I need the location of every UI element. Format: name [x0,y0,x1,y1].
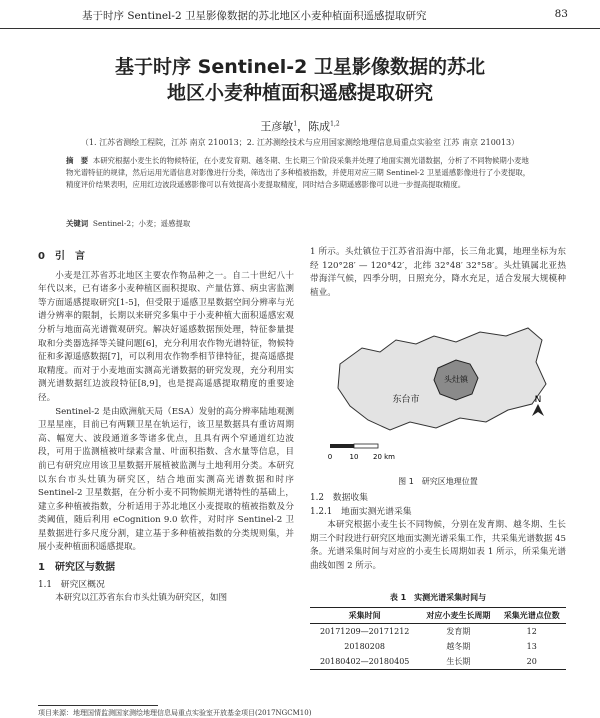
table-cell: 生长期 [446,657,471,666]
table-cell: 20180208 [344,642,386,651]
author-name-1: 王彦敏 [260,120,294,133]
scale-label-20: 20 km [372,453,396,461]
affiliation: （1. 江苏省测绘工程院，江苏 南京 210013；2. 江苏测绘技术与应用国家测绘地理信息局重点实验室 江苏 南京 210013） [80,138,520,147]
table-cell: 20180402—20180405 [319,657,410,666]
right-column-bottom [310,492,566,574]
table-row [310,624,566,640]
scale-label-10: 10 [349,453,359,461]
left-column [38,246,294,606]
intro-paragraph-2: Sentinel-2 是由欧洲航天局（ESA）发射的高分辨率陆地观测卫星星座，目前已有两颗卫星在轨运行，该卫星数据具有重访周期高、幅宽大、波段通道多等诸多优点，且具有两个窄通道红边波段，可用于监测植被叶绿素含量、叶面积指数、含水量等信息，目前已有研究应用该卫星数据开展植被监测与土地利用分类。本研究以东台市头灶镇为研究区，结合地面实测高光谱数据和时序 Sentinel-2 卫星数据，在分析小麦不同物候期光谱特性的基础上，建立多种植被指数，分析适用于苏北地区小麦提取的植被指数及分类阈值，随后利用 eCognition 9.0 软件，对时序 Sentinel-2 卫星数据进行多尺度分割，建立基于多种植被指数的分类规则集，并展小麦种植面积遥感提取。 [38,406,294,553]
running-title: 基于时序 Sentinel-2 卫星影像数据的苏北地区小麦种植面积遥感提取研究 [82,10,427,22]
page-number: 83 [554,8,568,20]
author-sup-2: 1,2 [330,120,340,128]
table-cell: 越冬期 [446,642,471,651]
north-label: N [534,395,542,405]
table-header-cell: 采集时间 [348,610,381,620]
spectral-collection-paragraph: 本研究根据小麦生长不同物候，分别在发育期、越冬期、生长期三个时段进行研究区地面实测光谱采集工作，共采集光谱数据 45 条。光谱采集时间与对应的小麦生长周期如表 1 所示，所采集光谱曲线如图 2 所示。 [310,520,566,571]
table-header-cell: 对应小麦生长周期 [426,610,491,620]
right-column-top [310,246,566,300]
abstract-label: 摘 要 [66,156,89,165]
author-name-2: 成 [319,120,331,133]
figure-1-caption: 图 1 研究区地理位置 [398,477,478,486]
keywords-label: 关键词 [66,219,89,228]
table-header-row [310,608,566,624]
author-sup-1: 1 [293,120,298,128]
table-1 [310,592,566,670]
table-row [310,639,566,654]
table-cell: 20 [526,657,537,666]
keywords [66,218,536,229]
study-area-map [310,306,566,466]
paper-title-line2: 地区小麦种植面积遥感提取研究 [166,82,433,104]
table-cell: 发育期 [446,627,471,636]
section-1-2-1-title: 1.2.1 地面实测光谱采集 [310,506,412,517]
city-label: 东台市 [392,395,420,405]
table-row [310,654,566,670]
section-1-title: 1 研究区与数据 [38,562,115,574]
table-cell: 13 [526,642,537,651]
intro-paragraph-1: 小麦是江苏省苏北地区主要农作物品种之一。自二十世纪八十年代以来，已有诸多小麦种植区面积提取、产量估算、病虫害监测等方面遥感提取研究[1-5]，但受限于遥感卫星数据空间分辨率与光谱分辨率的限制，长期以来研究多集中于小麦种植大面积遥感宏观分析与地面高光谱微观研究。解决好遥感数据预处理，特征参量提取和分类器选择等关键问题[6]，充分利用农作物光谱特征，物候特征和多源遥感数据[7]，可以利用农作物季相节律特征，提高遥感提取精度。而对于小麦地面实测高光谱数据的研究发现，充分利用实测光谱数据红边波段特征[8,9]，也是提高遥感提取精度的重要途径。 [38,270,294,403]
section-0-title: 0 引 言 [38,251,85,262]
scale-label-0: 0 [327,453,333,461]
running-header [0,0,600,29]
location-paragraph: 1 所示。头灶镇位于江苏省沿海中部，长三角北翼，地理坐标为东经 120°28′ — 120°42′，北纬 32°48′ 32°58′。头灶镇属北亚热带海洋气候，四季分明，日照充分，降水充足，适合发展大规模种植业。 [310,247,566,298]
section-1-2-title: 1.2 数据收集 [310,493,368,503]
spectral-table [310,607,566,670]
section-1-1-title: 1.1 研究区概况 [38,579,105,590]
abstract-text: 本研究根据小麦生长的物候特征，在小麦发育期、越冬期、生长期三个阶段采集并处理了地面实测光谱数据，分析了不同物候期小麦地物光谱特征的规律，然后运用光谱信息对影像进行分类，筛选出了多种植被指数，并使用对应三期 Sentinel-2 卫星遥感影像进行了小麦提取，精度评价结果表明，应用红边波段遥感影像可以有效提高小麦提取精度，同时结合多期遥感影像可以进一步提高提取精度。 [66,156,531,189]
author-line [0,118,600,134]
footnote: 项目来源：地理国情监测国家测绘地理信息局重点实验室开放基金项目(2017NGCM10) [38,709,312,717]
table-1-caption: 表 1 实测光谱采集时间与 [389,593,487,602]
study-area-paragraph: 本研究以江苏省东台市头灶镇为研究区，如图 [55,593,228,604]
table-cell: 20171209—20171212 [319,627,410,636]
keywords-text: Sentinel-2；小麦；遥感提取 [92,219,191,228]
table-header-cell: 采集光谱点位数 [503,610,560,620]
abstract [66,155,536,191]
footnote-rule [38,705,158,706]
town-label: 头灶镇 [444,375,468,384]
paper-title-line1: 基于时序 Sentinel-2 卫星影像数据的苏北 [115,56,485,78]
author-separator: ，陈 [297,120,320,133]
figure-study-area [310,306,566,486]
table-cell: 12 [526,627,537,636]
